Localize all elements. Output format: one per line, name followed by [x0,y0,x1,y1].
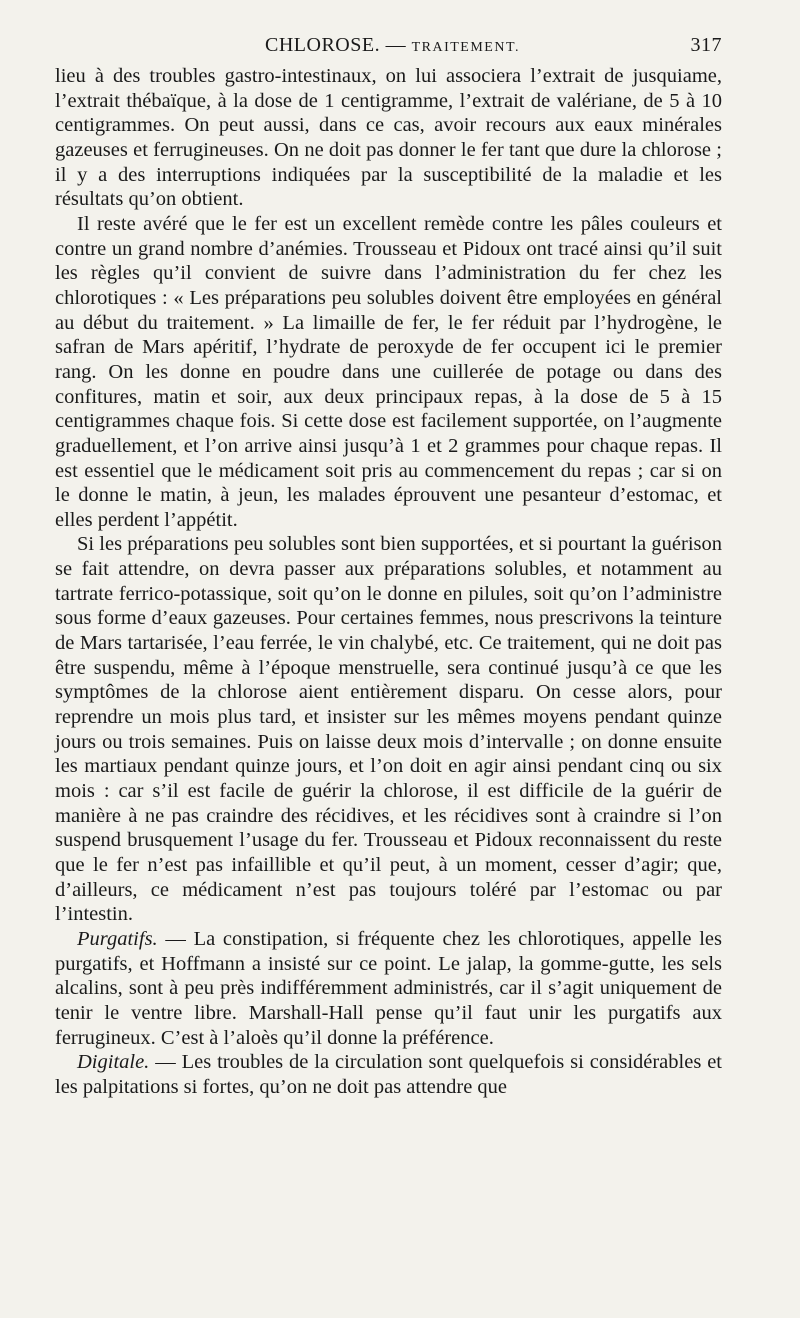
chapter-title: CHLOROSE. [265,34,381,56]
digitale-heading: Digitale. [77,1051,150,1074]
purgatifs-heading: Purgatifs. [77,927,158,950]
body-text [55,64,722,1100]
page-number: 317 [690,34,722,56]
running-head-title [265,34,520,57]
purgatifs-text: — La constipation, si fréquente chez les chlorotiques, appelle les purgatifs, et Hoffmann a insisté sur ce point. Le jalap, la gomme-gutte, les sels alcalins, sont à peu près indifféremment administrés, car il s’agit uniquement de tenir le ventre libre. Marshall-Hall pense qu’il faut unir les purgatifs aux ferrugineux. C’est à l’aloès qu’il donne la préférence. [55,927,722,1049]
running-head [55,34,722,64]
header-dash: — [385,34,407,56]
paragraph-purgatifs [55,927,722,1050]
paragraph-soluble-preparations: Si les préparations peu solubles sont bien supportées, et si pourtant la guérison se fait attendre, on devra passer aux préparations solubles, et notamment au tartrate ferrico-potassique, soit qu’on le donne en pilules, soit qu’on l’administre sous forme d’eaux gazeuses. Pour certaines femmes, nous prescrivons la teinture de Mars tartarisée, l’eau ferrée, le vin chalybé, etc. Ce traitement, qui ne doit pas être suspendu, même à l’époque menstruelle, sera continué jusqu’à ce que les symptômes de la chlorose aient entièrement disparu. On cesse alors, pour reprendre un mois plus tard, et insister sur les mêmes moyens pendant quinze jours ou trois semaines. Puis on laisse deux mois d’intervalle ; on donne ensuite les martiaux pendant quinze jours, et l’on doit en agir ainsi pendant cinq ou six mois : car s’il est facile de guérir la chlorose, il est difficile de la guérir de manière à ne pas craindre des récidives, et les récidives sont à craindre si l’on suspend brusquement l’usage du fer. Trousseau et Pidoux reconnaissent du reste que le fer n’est pas infaillible et qu’il peut, à un moment, cesser d’agir; que, d’ailleurs, ce médicament n’est pas toujours toléré par l’estomac ou par l’intestin. [55,533,722,926]
section-title: TRAITEMENT. [411,40,520,55]
digitale-text: — Les troubles de la circulation sont quelquefois si considérables et les palpitations si fortes, qu’on ne doit pas attendre que [55,1051,722,1098]
paragraph-digitale [55,1050,722,1099]
paragraph-iron-remedy: Il reste avéré que le fer est un excellent remède contre les pâles couleurs et contre un grand nombre d’anémies. Trousseau et Pidoux ont tracé ainsi qu’il suit les règles qu’il convient de suivre dans l’administration du fer chez les chlorotiques : « Les préparations peu solubles doivent être employées en général au début du traitement. » La limaille de fer, le fer réduit par l’hydrogène, le safran de Mars apéritif, l’hydrate de peroxyde de fer occupent ici le premier rang. On les donne en poudre dans une cuillerée de potage ou dans des confitures, matin et soir, aux deux principaux repas, à la dose de 5 à 15 centigrammes chaque fois. Si cette dose est facilement supportée, on l’augmente graduellement, et l’on arrive ainsi jusqu’à 1 et 2 grammes pour chaque repas. Il est essentiel que le médicament soit pris au commencement du repas ; car si on le donne le matin, à jeun, les malades éprouvent une pesanteur d’estomac, et elles perdent l’appétit. [55,212,722,531]
paragraph-continuation: lieu à des troubles gastro-intestinaux, on lui associera l’extrait de jusquiame, l’extrait thébaïque, à la dose de 1 centigramme, l’extrait de valériane, de 5 à 10 centigrammes. On peut aussi, dans ce cas, avoir recours aux eaux minérales gazeuses et ferrugineuses. On ne doit pas donner le fer tant que dure la chlorose ; il y a des interruptions indiquées par la susceptibilité de la maladie et les résultats qu’on obtient. [55,65,722,211]
